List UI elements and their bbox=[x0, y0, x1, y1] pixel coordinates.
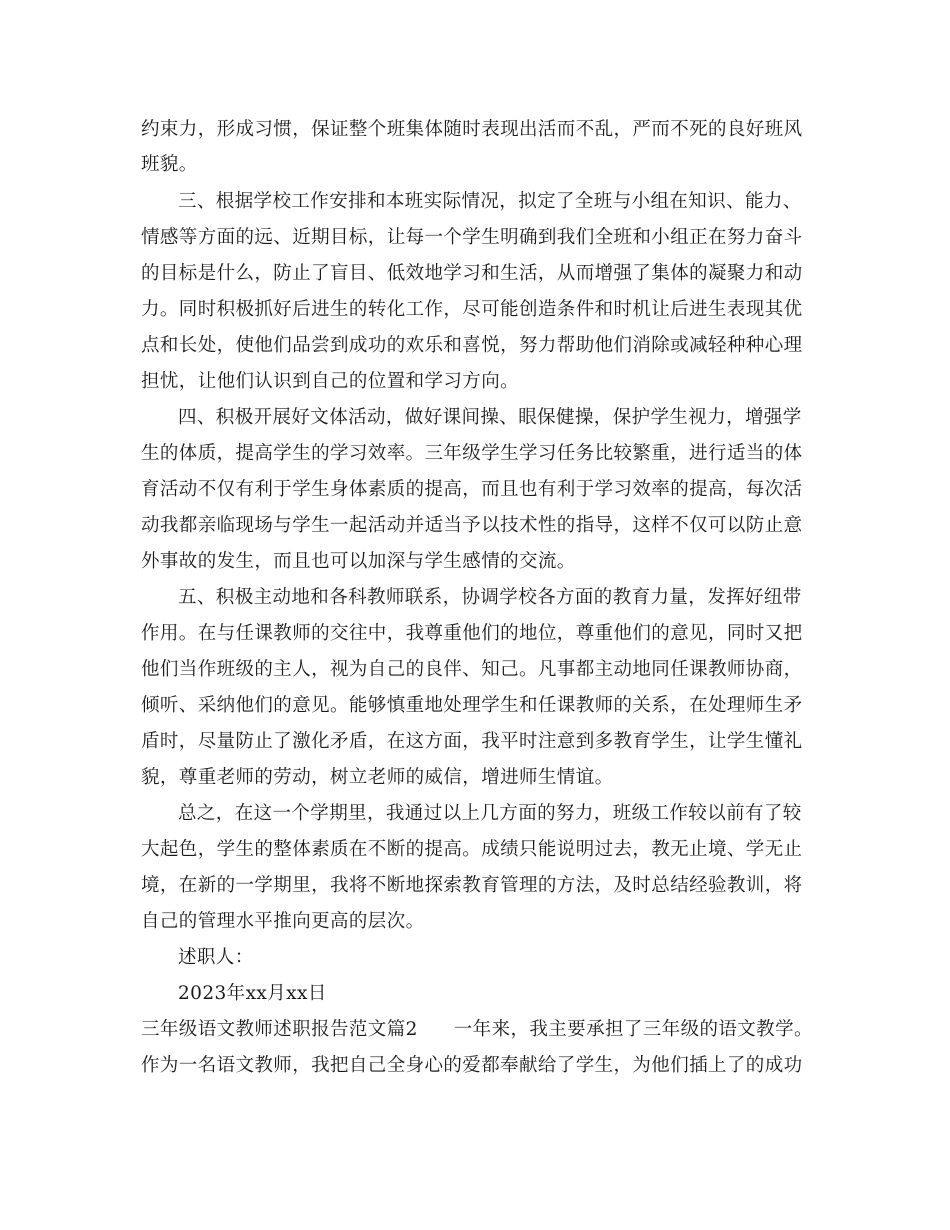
text-line: 育活动不仅有利于学生身体素质的提高，而且也有利于学习效率的提高，每次活 bbox=[141, 479, 803, 500]
text-line: 作为一名语文教师，我把自己全身心的爱都奉献给了学生，为他们插上了的成功 bbox=[141, 1055, 803, 1076]
text-line: 倾听、采纳他们的意见。能够慎重地处理学生和任课教师的关系，在处理师生矛 bbox=[141, 695, 803, 716]
text-line: 约束力，形成习惯，保证整个班集体随时表现出活而不乱，严而不死的良好班风 bbox=[141, 119, 803, 140]
text-line: 作用。在与任课教师的交往中，我尊重他们的地位，尊重他们的意见，同时又把 bbox=[141, 623, 803, 644]
text-line: 生的体质，提高学生的学习效率。三年级学生学习任务比较繁重，进行适当的体 bbox=[141, 443, 803, 464]
paragraph-start-line: 四、积极开展好文体活动，做好课间操、眼保健操，保护学生视力，增强学 bbox=[178, 407, 802, 428]
text-line: 外事故的发生，而且也可以加深与学生感情的交流。 bbox=[141, 551, 576, 572]
section-title: 三年级语文教师述职报告范文篇2 bbox=[141, 1019, 418, 1040]
text-line: 力。同时积极抓好后进生的转化工作，尽可能创造条件和时机让后进生表现其优 bbox=[141, 299, 803, 320]
signature-label: 述职人： bbox=[178, 947, 254, 968]
text-line: 盾时，尽量防止了激化矛盾，在这方面，我平时注意到多教育学生，让学生懂礼 bbox=[141, 731, 803, 752]
text-line: 班貌。 bbox=[141, 154, 198, 175]
text-line: 的目标是什么，防止了盲目、低效地学习和生活，从而增强了集体的凝聚力和动 bbox=[141, 263, 803, 284]
paragraph-start-line: 三、根据学校工作安排和本班实际情况，拟定了全班与小组在知识、能力、 bbox=[178, 191, 802, 212]
text-line: 他们当作班级的主人，视为自己的良伴、知己。凡事都主动地同任课教师协商， bbox=[141, 659, 803, 680]
text-line: 境，在新的一学期里，我将不断地探索教育管理的方法，及时总结经验教训，将 bbox=[141, 875, 803, 896]
paragraph-start-line: 总之，在这一个学期里，我通过以上几方面的努力，班级工作较以前有了较 bbox=[178, 803, 802, 824]
text-line: 情感等方面的远、近期目标，让每一个学生明确到我们全班和小组正在努力奋斗 bbox=[141, 227, 803, 248]
text-line: 担忧，让他们认识到自己的位置和学习方向。 bbox=[141, 371, 520, 392]
text-line: 貌，尊重老师的劳动，树立老师的威信，增进师生情谊。 bbox=[141, 767, 614, 788]
date-line: 2023年xx月xx日 bbox=[178, 983, 327, 1004]
text-line: 点和长处，使他们品尝到成功的欢乐和喜悦，努力帮助他们消除或减轻种种心理 bbox=[141, 335, 803, 356]
section-heading-line bbox=[141, 1018, 811, 1042]
text-line: 自己的管理水平推向更高的层次。 bbox=[141, 911, 425, 932]
section-first-line: 一年来，我主要承担了三年级的语文教学。 bbox=[453, 1019, 813, 1040]
paragraph-start-line: 五、积极主动地和各科教师联系，协调学校各方面的教育力量，发挥好纽带 bbox=[178, 587, 802, 608]
text-line: 大起色，学生的整体素质在不断的提高。成绩只能说明过去，教无止境、学无止 bbox=[141, 839, 803, 860]
text-line: 动我都亲临现场与学生一起活动并适当予以技术性的指导，这样不仅可以防止意 bbox=[141, 515, 803, 536]
